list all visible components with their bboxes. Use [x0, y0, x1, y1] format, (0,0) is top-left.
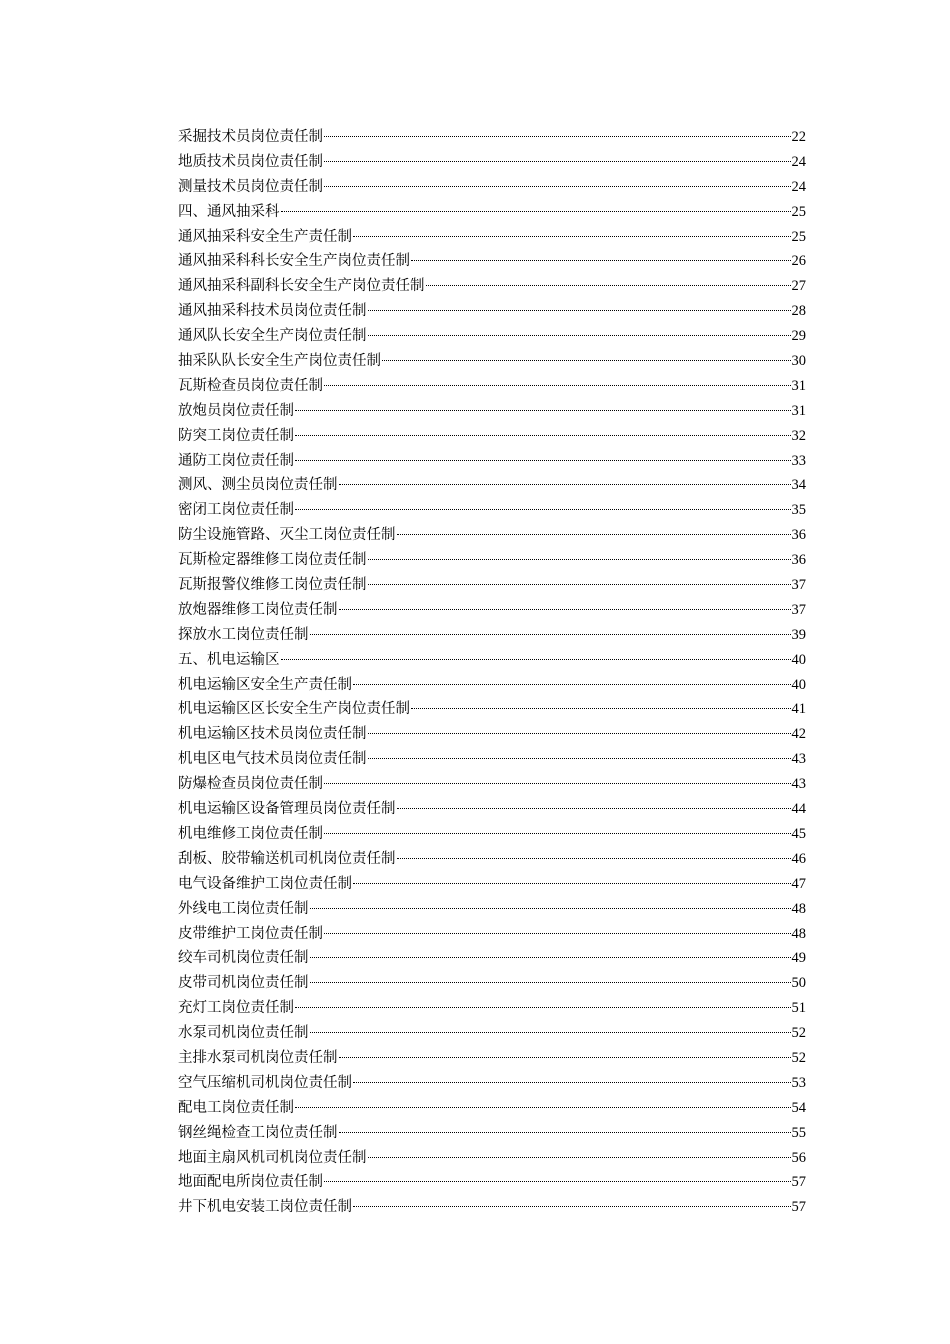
toc-entry-title: 通风队长安全生产岗位责任制: [178, 328, 367, 345]
toc-entry[interactable]: [178, 125, 806, 150]
toc-entry-page-number: 35: [791, 502, 806, 519]
toc-entry-title: 探放水工岗位责任制: [178, 626, 309, 643]
toc-entry-title: 外线电工岗位责任制: [178, 900, 309, 917]
toc-entry[interactable]: [178, 747, 806, 772]
toc-dot-leader: [411, 260, 791, 261]
toc-dot-leader: [339, 1132, 791, 1133]
toc-entry-page-number: 48: [791, 900, 806, 917]
toc-dot-leader: [295, 435, 791, 436]
toc-entry[interactable]: [178, 897, 806, 922]
toc-entry[interactable]: [178, 922, 806, 947]
toc-entry-page-number: 44: [791, 801, 806, 818]
toc-entry[interactable]: [178, 1071, 806, 1096]
toc-entry-page-number: 51: [791, 1000, 806, 1017]
toc-entry[interactable]: [178, 1021, 806, 1046]
toc-entry-title: 通风抽采科安全生产责任制: [178, 228, 352, 245]
toc-entry-title: 主排水泵司机岗位责任制: [178, 1049, 338, 1066]
toc-entry-page-number: 55: [791, 1124, 806, 1141]
toc-entry-title: 测量技术员岗位责任制: [178, 178, 323, 195]
toc-dot-leader: [281, 211, 791, 212]
toc-entry-page-number: 48: [791, 925, 806, 942]
toc-entry[interactable]: [178, 1195, 806, 1220]
toc-entry-page-number: 53: [791, 1074, 806, 1091]
toc-entry[interactable]: [178, 324, 806, 349]
toc-entry-title: 机电区电气技术员岗位责任制: [178, 751, 367, 768]
toc-dot-leader: [397, 808, 791, 809]
toc-entry-title: 防突工岗位责任制: [178, 427, 294, 444]
toc-entry-page-number: 54: [791, 1099, 806, 1116]
toc-dot-leader: [339, 484, 791, 485]
toc-dot-leader: [324, 385, 791, 386]
toc-entry[interactable]: [178, 1121, 806, 1146]
toc-entry-page-number: 33: [791, 452, 806, 469]
toc-entry-page-number: 37: [791, 577, 806, 594]
toc-dot-leader: [368, 310, 791, 311]
toc-dot-leader: [368, 559, 791, 560]
toc-entry[interactable]: [178, 249, 806, 274]
toc-dot-leader: [324, 136, 791, 137]
toc-dot-leader: [295, 509, 791, 510]
toc-entry[interactable]: [178, 1170, 806, 1195]
toc-entry-title: 机电运输区设备管理员岗位责任制: [178, 801, 396, 818]
toc-entry-title: 机电运输区安全生产责任制: [178, 676, 352, 693]
toc-entry[interactable]: [178, 299, 806, 324]
toc-entry[interactable]: [178, 498, 806, 523]
toc-entry-title: 放炮器维修工岗位责任制: [178, 601, 338, 618]
toc-entry-page-number: 27: [791, 278, 806, 295]
toc-entry[interactable]: [178, 349, 806, 374]
toc-entry[interactable]: [178, 1046, 806, 1071]
toc-entry-page-number: 37: [791, 601, 806, 618]
table-of-contents: [178, 125, 806, 1220]
toc-entry-title: 井下机电安装工岗位责任制: [178, 1199, 352, 1216]
toc-entry[interactable]: [178, 872, 806, 897]
toc-entry-page-number: 40: [791, 651, 806, 668]
toc-entry-page-number: 56: [791, 1149, 806, 1166]
toc-entry-title: 绞车司机岗位责任制: [178, 950, 309, 967]
toc-dot-leader: [310, 908, 791, 909]
toc-entry[interactable]: [178, 200, 806, 225]
toc-entry-title: 密闭工岗位责任制: [178, 502, 294, 519]
toc-dot-leader: [353, 1082, 791, 1083]
toc-dot-leader: [324, 186, 791, 187]
toc-entry-title: 抽采队队长安全生产岗位责任制: [178, 353, 381, 370]
toc-entry-title: 机电维修工岗位责任制: [178, 825, 323, 842]
toc-entry-page-number: 36: [791, 527, 806, 544]
toc-entry-title: 刮板、胶带输送机司机岗位责任制: [178, 850, 396, 867]
toc-entry-page-number: 52: [791, 1025, 806, 1042]
toc-dot-leader: [295, 460, 791, 461]
toc-entry-page-number: 49: [791, 950, 806, 967]
toc-entry[interactable]: [178, 274, 806, 299]
toc-entry-page-number: 43: [791, 776, 806, 793]
toc-dot-leader: [310, 957, 791, 958]
toc-entry[interactable]: [178, 722, 806, 747]
toc-dot-leader: [339, 1057, 791, 1058]
toc-entry[interactable]: [178, 822, 806, 847]
toc-entry[interactable]: [178, 424, 806, 449]
toc-dot-leader: [324, 783, 791, 784]
toc-dot-leader: [339, 609, 791, 610]
toc-entry[interactable]: [178, 946, 806, 971]
toc-dot-leader: [310, 1032, 791, 1033]
toc-dot-leader: [382, 360, 791, 361]
toc-dot-leader: [324, 161, 791, 162]
toc-dot-leader: [426, 285, 791, 286]
toc-entry-title: 瓦斯报警仪维修工岗位责任制: [178, 577, 367, 594]
toc-entry[interactable]: [178, 598, 806, 623]
toc-entry-page-number: 52: [791, 1049, 806, 1066]
toc-entry[interactable]: [178, 971, 806, 996]
toc-entry[interactable]: [178, 548, 806, 573]
toc-entry-page-number: 25: [791, 228, 806, 245]
toc-entry-title: 皮带维护工岗位责任制: [178, 925, 323, 942]
toc-entry[interactable]: [178, 623, 806, 648]
toc-entry-page-number: 26: [791, 253, 806, 270]
toc-entry[interactable]: [178, 697, 806, 722]
toc-dot-leader: [295, 410, 791, 411]
toc-entry-title: 通风抽采科副科长安全生产岗位责任制: [178, 278, 425, 295]
toc-dot-leader: [368, 584, 791, 585]
toc-entry-page-number: 57: [791, 1199, 806, 1216]
toc-entry-page-number: 22: [791, 129, 806, 145]
toc-entry-title: 配电工岗位责任制: [178, 1099, 294, 1116]
toc-dot-leader: [368, 758, 791, 759]
toc-entry-title: 瓦斯检查员岗位责任制: [178, 377, 323, 394]
toc-entry-page-number: 43: [791, 751, 806, 768]
toc-entry-title: 地质技术员岗位责任制: [178, 153, 323, 170]
toc-dot-leader: [397, 858, 791, 859]
toc-entry-title: 通风抽采科技术员岗位责任制: [178, 303, 367, 320]
toc-entry-page-number: 29: [791, 328, 806, 345]
toc-entry[interactable]: [178, 374, 806, 399]
toc-entry-title: 防尘设施管路、灭尘工岗位责任制: [178, 527, 396, 544]
toc-entry-page-number: 36: [791, 552, 806, 569]
toc-entry[interactable]: [178, 772, 806, 797]
toc-entry-title: 电气设备维护工岗位责任制: [178, 875, 352, 892]
toc-entry-page-number: 57: [791, 1174, 806, 1191]
toc-dot-leader: [295, 1107, 791, 1108]
toc-dot-leader: [368, 335, 791, 336]
toc-entry-title: 钢丝绳检查工岗位责任制: [178, 1124, 338, 1141]
toc-entry-page-number: 30: [791, 353, 806, 370]
toc-entry-title: 皮带司机岗位责任制: [178, 975, 309, 992]
toc-dot-leader: [324, 1181, 791, 1182]
toc-entry[interactable]: [178, 1146, 806, 1171]
toc-dot-leader: [368, 1157, 791, 1158]
toc-entry-title: 机电运输区技术员岗位责任制: [178, 726, 367, 743]
toc-entry-title: 水泵司机岗位责任制: [178, 1025, 309, 1042]
toc-entry[interactable]: [178, 648, 806, 673]
toc-dot-leader: [295, 1007, 791, 1008]
toc-entry-page-number: 39: [791, 626, 806, 643]
toc-entry-title: 测风、测尘员岗位责任制: [178, 477, 338, 494]
toc-dot-leader: [353, 1206, 791, 1207]
toc-entry-page-number: 34: [791, 477, 806, 494]
toc-entry[interactable]: [178, 449, 806, 474]
toc-entry-title: 防爆检查员岗位责任制: [178, 776, 323, 793]
toc-entry-page-number: 25: [791, 203, 806, 220]
toc-dot-leader: [368, 733, 791, 734]
toc-entry[interactable]: [178, 1096, 806, 1121]
toc-entry-page-number: 47: [791, 875, 806, 892]
toc-entry[interactable]: [178, 399, 806, 424]
toc-entry-page-number: 32: [791, 427, 806, 444]
toc-entry[interactable]: [178, 847, 806, 872]
toc-entry[interactable]: [178, 523, 806, 548]
toc-entry-page-number: 46: [791, 850, 806, 867]
toc-entry-title: 地面配电所岗位责任制: [178, 1174, 323, 1191]
toc-entry-page-number: 40: [791, 676, 806, 693]
toc-entry-page-number: 31: [791, 377, 806, 394]
toc-dot-leader: [353, 236, 791, 237]
toc-entry[interactable]: [178, 573, 806, 598]
toc-entry-title: 四、通风抽采科: [178, 203, 280, 220]
toc-dot-leader: [324, 933, 791, 934]
toc-entry-title: 放炮员岗位责任制: [178, 402, 294, 419]
toc-entry-title: 充灯工岗位责任制: [178, 1000, 294, 1017]
toc-entry[interactable]: [178, 996, 806, 1021]
toc-entry[interactable]: [178, 175, 806, 200]
toc-entry[interactable]: [178, 150, 806, 175]
toc-entry-title: 机电运输区区长安全生产岗位责任制: [178, 701, 410, 718]
toc-entry-title: 空气压缩机司机岗位责任制: [178, 1074, 352, 1091]
toc-entry[interactable]: [178, 225, 806, 250]
toc-entry-page-number: 24: [791, 178, 806, 195]
toc-dot-leader: [411, 708, 791, 709]
toc-entry-title: 通风抽采科科长安全生产岗位责任制: [178, 253, 410, 270]
toc-entry-page-number: 45: [791, 825, 806, 842]
toc-entry[interactable]: [178, 473, 806, 498]
toc-dot-leader: [324, 833, 791, 834]
toc-entry-title: 五、机电运输区: [178, 651, 280, 668]
toc-dot-leader: [353, 684, 791, 685]
toc-entry-page-number: 28: [791, 303, 806, 320]
toc-entry-page-number: 42: [791, 726, 806, 743]
toc-entry-title: 通防工岗位责任制: [178, 452, 294, 469]
toc-entry-title: 采掘技术员岗位责任制: [178, 129, 323, 145]
toc-dot-leader: [310, 634, 791, 635]
toc-entry-page-number: 50: [791, 975, 806, 992]
toc-entry-title: 地面主扇风机司机岗位责任制: [178, 1149, 367, 1166]
toc-entry[interactable]: [178, 673, 806, 698]
toc-entry-page-number: 31: [791, 402, 806, 419]
toc-entry[interactable]: [178, 797, 806, 822]
toc-entry-page-number: 41: [791, 701, 806, 718]
toc-dot-leader: [310, 982, 791, 983]
toc-entry-title: 瓦斯检定器维修工岗位责任制: [178, 552, 367, 569]
toc-dot-leader: [353, 883, 791, 884]
toc-entry-page-number: 24: [791, 153, 806, 170]
toc-dot-leader: [281, 659, 791, 660]
toc-dot-leader: [397, 534, 791, 535]
